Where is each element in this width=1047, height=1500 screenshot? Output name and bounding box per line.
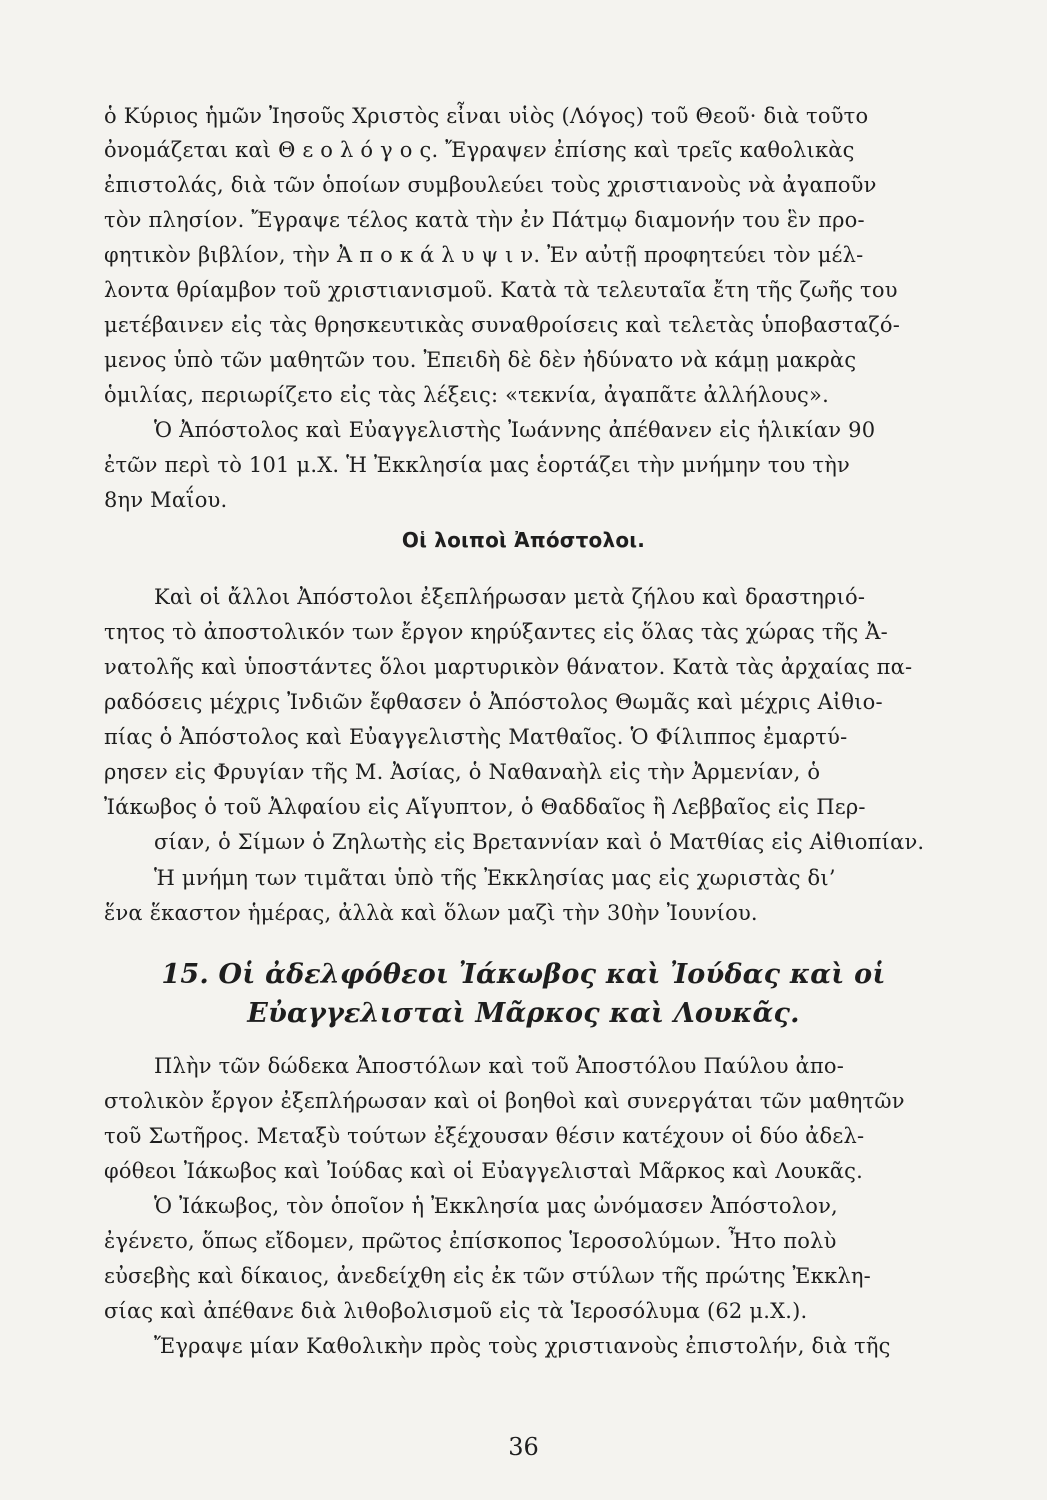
text-line-27: στολικὸν ἔργον ἐξεπλήρωσαν καὶ οἱ βοηθοὶ καὶ συνεργάται τῶν μαθητῶν [104,1089,905,1113]
text-line-25: Εὐαγγελισταὶ Μᾶρκος καὶ Λουκᾶς. [247,998,800,1029]
text-line-26: Πλὴν τῶν δώδεκα Ἀποστόλων καὶ τοῦ Ἀποστόλου Παύλου ἀπο- [154,1054,845,1078]
text-line-19: ρησεν εἰς Φρυγίαν τῆς Μ. Ἀσίας, ὁ Ναθαναὴλ εἰς τὴν Ἀρμενίαν, ὁ [104,760,821,784]
text-line-15: τητος τὸ ἀποστολικόν των ἔργον κηρύξαντες εἰς ὅλας τὰς χώρας τῆς Ἀ- [104,620,888,644]
text-line-21: σίαν, ὁ Σίμων ὁ Ζηλωτὴς εἰς Βρεταννίαν καὶ ὁ Ματθίας εἰς Αἰθιοπίαν. [154,830,925,854]
text-line-29: φόθεοι Ἰάκωβος καὶ Ἰούδας καὶ οἱ Εὐαγγελισταὶ Μᾶρκος καὶ Λουκᾶς. [104,1159,864,1183]
text-line-4: τὸν πλησίον. Ἔγραψε τέλος κατὰ τὴν ἐν Πάτμῳ διαμονήν του ἓν προ- [104,208,865,232]
text-line-31: ἐγένετο, ὅπως εἴδομεν, πρῶτος ἐπίσκοπος Ἱεροσολύμων. Ἦτο πολὺ [104,1229,837,1253]
text-line-13: Οἱ λοιποὶ Ἀπόστολοι. [401,528,646,552]
text-line-9: ὁμιλίας, περιωρίζετο εἰς τὰς λέξεις: «τεκνία, ἀγαπᾶτε ἀλλήλους». [104,383,829,407]
text-line-11: ἐτῶν περὶ τὸ 101 μ.Χ. Ἡ Ἐκκλησία μας ἑορτάζει τὴν μνήμην του τὴν [104,453,850,477]
text-line-14: Καὶ οἱ ἄλλοι Ἀπόστολοι ἐξεπλήρωσαν μετὰ ζήλου καὶ δραστηριό- [154,585,866,609]
page-number: 36 [508,1433,539,1461]
text-line-30: Ὁ Ἰάκωβος, τὸν ὁποῖον ἡ Ἐκκλησία μας ὠνόμασεν Ἀπόστολον, [154,1194,838,1218]
text-line-2: ὀνομάζεται καὶ Θ ε ο λ ό γ ο ς. Ἔγραψεν ἐπίσης καὶ τρεῖς καθολικὰς [104,138,855,162]
text-line-12: 8ην Μαΐου. [104,488,228,512]
text-line-23: ἕνα ἕκαστον ἡμέρας, ἀλλὰ καὶ ὅλων μαζὶ τὴν 30ὴν Ἰουνίου. [104,901,758,925]
text-line-6: λοντα θρίαμβον τοῦ χριστιανισμοῦ. Κατὰ τὰ τελευταῖα ἔτη τῆς ζωῆς του [104,278,898,302]
text-line-7: μετέβαινεν εἰς τὰς θρησκευτικὰς συναθροίσεις καὶ τελετὰς ὑποβασταζό- [104,313,901,337]
text-line-3: ἐπιστολάς, διὰ τῶν ὁποίων συμβουλεύει τοὺς χριστιανοὺς νὰ ἀγαποῦν [104,173,877,197]
text-line-28: τοῦ Σωτῆρος. Μεταξὺ τούτων ἐξέχουσαν θέσιν κατέχουν οἱ δύο ἀδελ- [104,1124,865,1148]
text-line-24: 15. Οἱ ἀδελφόθεοι Ἰάκωβος καὶ Ἰούδας καὶ οἱ [161,959,886,990]
text-line-8: μενος ὑπὸ τῶν μαθητῶν του. Ἐπειδὴ δὲ δὲν ἠδύνατο νὰ κάμῃ μακρὰς [104,348,857,372]
text-line-20: Ἰάκωβος ὁ τοῦ Ἀλφαίου εἰς Αἴγυπτον, ὁ Θαδδαῖος ἢ Λεββαῖος εἰς Περ- [104,795,866,819]
text-line-5: φητικὸν βιβλίον, τὴν Ἀ π ο κ ά λ υ ψ ι ν. Ἐν αὐτῇ προφητεύει τὸν μέλ- [104,243,864,267]
text-line-1: ὁ Κύριος ἡμῶν Ἰησοῦς Χριστὸς εἶναι υἱὸς (Λόγος) τοῦ Θεοῦ· διὰ τοῦτο [104,104,869,128]
text-line-18: πίας ὁ Ἀπόστολος καὶ Εὐαγγελιστὴς Ματθαῖος. Ὁ Φίλιππος ἐμαρτύ- [104,725,848,749]
text-line-17: ραδόσεις μέχρις Ἰνδιῶν ἔφθασεν ὁ Ἀπόστολος Θωμᾶς καὶ μέχρις Αἰθιο- [104,690,883,714]
text-line-22: Ἡ μνήμη των τιμᾶται ὑπὸ τῆς Ἐκκλησίας μας εἰς χωριστὰς δι’ [154,866,836,890]
text-line-16: νατολῆς καὶ ὑποστάντες ὅλοι μαρτυρικὸν θάνατον. Κατὰ τὰς ἀρχαίας πα- [104,655,913,679]
text-line-10: Ὁ Ἀπόστολος καὶ Εὐαγγελιστὴς Ἰωάννης ἀπέθανεν εἰς ἡλικίαν 90 [154,418,876,442]
text-line-33: σίας καὶ ἀπέθανε διὰ λιθοβολισμοῦ εἰς τὰ Ἱεροσόλυμα (62 μ.Χ.). [104,1299,808,1323]
text-line-34: Ἔγραψε μίαν Καθολικὴν πρὸς τοὺς χριστιανοὺς ἐπιστολήν, διὰ τῆς [154,1334,891,1358]
text-line-32: εὐσεβὴς καὶ δίκαιος, ἀνεδείχθη εἰς ἐκ τῶν στύλων τῆς πρώτης Ἐκκλη- [104,1264,871,1288]
